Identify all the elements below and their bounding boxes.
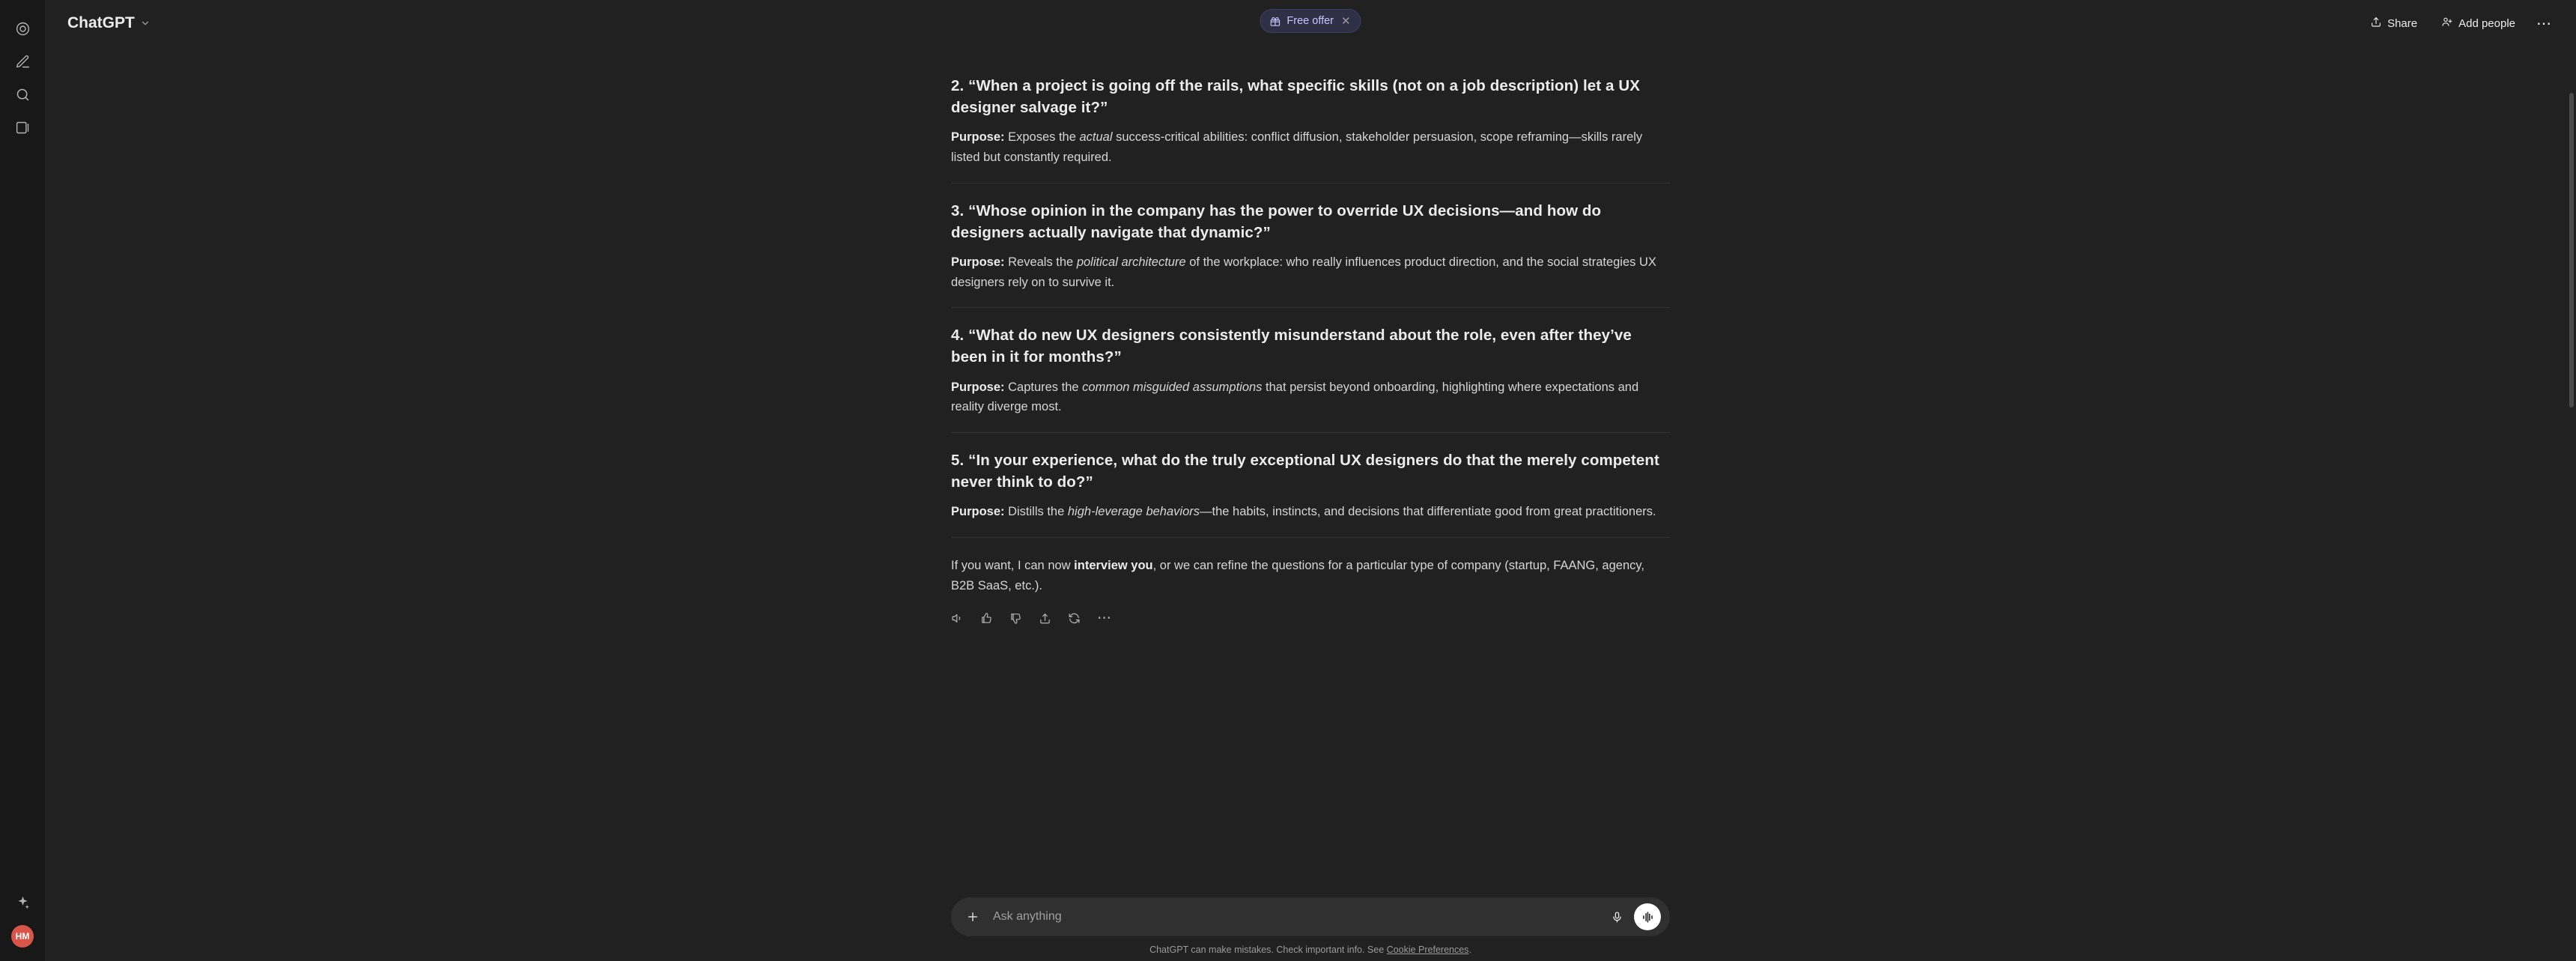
purpose-pre: Exposes the bbox=[1004, 130, 1080, 145]
closing-bold: interview you bbox=[1074, 558, 1153, 572]
divider bbox=[951, 183, 1670, 184]
top-bar bbox=[45, 0, 2576, 46]
cookie-preferences-link[interactable]: Cookie Preferences bbox=[1386, 945, 1469, 955]
question-title: 5. “In your experience, what do the truly exceptional UX designers do that the merely competent never think to do?” bbox=[951, 451, 1659, 491]
question-purpose bbox=[951, 127, 1670, 167]
add-people-label: Add people bbox=[2458, 16, 2515, 30]
purpose-emphasis: high-leverage behaviors bbox=[1067, 505, 1200, 519]
question-block bbox=[951, 449, 1670, 537]
divider bbox=[951, 537, 1670, 538]
thumbs-down-icon[interactable] bbox=[1009, 612, 1022, 625]
regenerate-icon[interactable] bbox=[1068, 612, 1081, 625]
question-title: 2. “When a project is going off the rails, what specific skills (not on a job description) let a UX designer salvage it?” bbox=[951, 77, 1641, 117]
divider bbox=[951, 432, 1670, 433]
sparkle-icon[interactable] bbox=[7, 888, 37, 918]
read-aloud-icon[interactable] bbox=[951, 612, 964, 625]
footer-disclaimer bbox=[45, 945, 2576, 955]
closing-post: , or we can refine the questions for a particular type of company (startup, FAANG, agency, B2B SaaS, etc.). bbox=[951, 558, 1644, 592]
library-icon[interactable] bbox=[7, 112, 37, 142]
question-purpose bbox=[951, 502, 1670, 522]
avatar[interactable]: HM bbox=[11, 925, 34, 948]
question-title: 3. “Whose opinion in the company has the power to override UX decisions—and how do designers actually navigate that dynamic?” bbox=[951, 201, 1602, 241]
share-icon bbox=[2370, 16, 2382, 31]
question-title: 4. “What do new UX designers consistently misunderstand about the role, even after they’ve been in it for months?” bbox=[951, 327, 1632, 366]
share-label: Share bbox=[2387, 16, 2418, 30]
purpose-emphasis: common misguided assumptions bbox=[1082, 380, 1263, 394]
question-block bbox=[951, 324, 1670, 432]
closing-paragraph bbox=[951, 556, 1670, 595]
share-icon[interactable] bbox=[1039, 612, 1051, 625]
scrollbar[interactable] bbox=[2569, 93, 2574, 407]
main-area bbox=[45, 0, 2576, 961]
purpose-emphasis: political architecture bbox=[1076, 255, 1186, 269]
free-offer-label: Free offer bbox=[1287, 15, 1334, 27]
plus-icon[interactable] bbox=[960, 904, 985, 930]
share-button[interactable] bbox=[2360, 10, 2427, 37]
closing-pre: If you want, I can now bbox=[951, 558, 1075, 572]
purpose-label: Purpose: bbox=[951, 255, 1005, 269]
gift-icon bbox=[1269, 16, 1281, 27]
composer-area bbox=[45, 897, 2576, 961]
purpose-emphasis: actual bbox=[1079, 130, 1113, 145]
conversation-scroll[interactable] bbox=[45, 46, 2576, 897]
model-selector[interactable] bbox=[61, 11, 157, 35]
thumbs-up-icon[interactable] bbox=[980, 612, 993, 625]
close-icon[interactable]: ✕ bbox=[1341, 14, 1351, 28]
message-actions bbox=[951, 612, 1670, 625]
add-people-button[interactable] bbox=[2431, 10, 2525, 37]
question-purpose bbox=[951, 378, 1670, 417]
openai-logo-icon[interactable] bbox=[7, 13, 37, 43]
purpose-label: Purpose: bbox=[951, 130, 1005, 145]
topbar-actions bbox=[2360, 10, 2557, 37]
purpose-post: success-critical abilities: conflict diffusion, stakeholder persuasion, scope reframing—skills rarely listed but constantly required. bbox=[951, 130, 1643, 164]
brand-label: ChatGPT bbox=[67, 14, 135, 31]
message-input[interactable] bbox=[985, 910, 1604, 924]
disclaimer-text: ChatGPT can make mistakes. Check important info. See bbox=[1149, 945, 1387, 955]
search-icon[interactable] bbox=[7, 79, 37, 109]
purpose-post: —the habits, instincts, and decisions that differentiate good from great practitioners. bbox=[1200, 505, 1656, 519]
compose-icon[interactable] bbox=[7, 46, 37, 76]
more-options-icon[interactable]: ⋯ bbox=[2536, 15, 2551, 32]
purpose-label: Purpose: bbox=[951, 380, 1005, 394]
purpose-pre: Reveals the bbox=[1004, 255, 1077, 269]
conversation bbox=[951, 46, 1670, 625]
more-icon[interactable]: ⋯ bbox=[1097, 610, 1111, 626]
free-offer-pill[interactable] bbox=[1260, 9, 1361, 33]
question-block bbox=[951, 200, 1670, 308]
purpose-post: that persist beyond onboarding, highlighting where expectations and reality diverge most. bbox=[951, 380, 1639, 414]
purpose-pre: Captures the bbox=[1004, 380, 1083, 394]
divider bbox=[951, 307, 1670, 308]
add-person-icon bbox=[2441, 16, 2453, 31]
purpose-pre: Distills the bbox=[1004, 505, 1068, 519]
disclaimer-text-end: . bbox=[1468, 945, 1471, 955]
composer[interactable] bbox=[951, 897, 1670, 936]
sidebar bbox=[0, 0, 45, 961]
purpose-post: of the workplace: who really influences product direction, and the social strategies UX designers rely on to survive it. bbox=[951, 255, 1656, 289]
question-block bbox=[951, 75, 1670, 183]
question-purpose bbox=[951, 252, 1670, 292]
voice-mode-icon[interactable] bbox=[1634, 903, 1661, 930]
microphone-icon[interactable] bbox=[1604, 904, 1629, 930]
purpose-label: Purpose: bbox=[951, 505, 1005, 519]
chevron-down-icon bbox=[140, 18, 151, 28]
